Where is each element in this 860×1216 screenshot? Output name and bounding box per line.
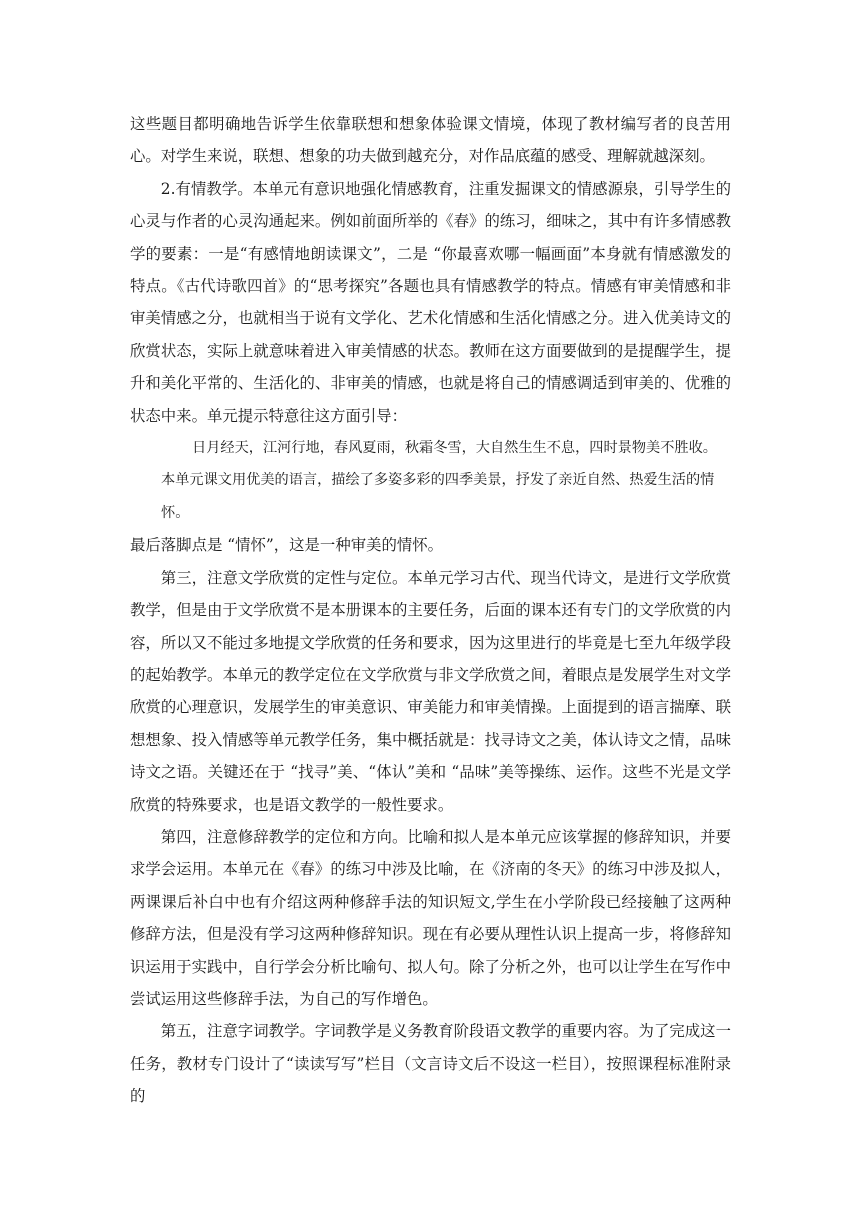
- document-body: [130, 108, 731, 1113]
- unit-prompt-quote-line-2: 本单元课文用优美的语言，描绘了多姿多彩的四季美景，抒发了亲近自然、热爱生活的情怀。: [161, 472, 715, 521]
- paragraph-fourth-rhetoric-teaching: 第四，注意修辞教学的定位和方向。比喻和拟人是本单元应该掌握的修辞知识，并要求学会运用。本单元在《春》的练习中涉及比喻，在《济南的冬天》的练习中涉及拟人，两课课后补白中也有介绍这两种修辞手法的知识短文,学生在小学阶段已经接触了这两种修辞方法，但是没有学习这两种修辞知识。现在有必要从理性认识上提高一步，将修辞知识运用于实践中，自行学会分析比喻句、拟人句。除了分析之外，也可以让学生在写作中尝试运用这些修辞手法，为自己的写作增色。: [130, 827, 731, 1008]
- unit-prompt-quote-line-1: 日月经天，江河行地，春风夏雨，秋霜冬雪，大自然生生不息，四时景物美不胜收。: [192, 440, 717, 457]
- paragraph-third-literary-appreciation: 第三，注意文学欣赏的定性与定位。本单元学习古代、现当代诗文，是进行文学欣赏教学，但是由于文学欣赏不是本册课本的主要任务，后面的课本还有专门的文学欣赏的内容，所以又不能过多地提文学欣赏的任务和要求，因为这里进行的毕竟是七至九年级学段的起始教学。本单元的教学定位在文学欣赏与非文学欣赏之间，着眼点是发展学生对文学欣赏的心理意识，发展学生的审美意识、审美能力和审美情操。上面提到的语言揣摩、联想想象、投入情感等单元教学任务，集中概括就是：找寻诗文之美，体认诗文之情，品味诗文之语。关键还在于 “找寻”美、“体认”美和 “品味”美等操练、运作。这些不光是文学欣赏的特殊要求，也是语文教学的一般性要求。: [130, 568, 731, 814]
- paragraph-conclusion-feelings: 最后落脚点是 “情怀”，这是一种审美的情怀。: [130, 536, 444, 555]
- paragraph-emotional-teaching: 2.有情教学。本单元有意识地强化情感教育，注重发掘课文的情感源泉，引导学生的心灵与作者的心灵沟通起来。例如前面所举的《春》的练习，细味之，其中有许多情感教学的要素：一是“有感情地朗读课文”，二是 “你最喜欢哪一幅画面”本身就有情感激发的特点。《古代诗歌四首》的“思考探究”各题也具有情感教学的特点。情感有审美情感和非审美情感之分，也就相当于说有文学化、艺术化情感和生活化情感之分。进入优美诗文的欣赏状态，实际上就意味着进入审美情感的状态。教师在这方面要做到的是提醒学生，提升和美化平常的、生活化的、非审美的情感，也就是将自己的情感调适到审美的、优雅的状态中来。单元提示特意往这方面引导：: [130, 179, 731, 425]
- paragraph-association-imagination: 这些题目都明确地告诉学生依靠联想和想象体验课文情境，体现了教材编写者的良苦用心。对学生来说，联想、想象的功夫做到越充分，对作品底蕴的感受、理解就越深刻。: [130, 115, 731, 166]
- paragraph-fifth-vocabulary-teaching: 第五，注意字词教学。字词教学是义务教育阶段语文教学的重要内容。为了完成这一任务，教材专门设计了“读读写写”栏目（文言诗文后不设这一栏目），按照课程标准附录的: [130, 1022, 731, 1106]
